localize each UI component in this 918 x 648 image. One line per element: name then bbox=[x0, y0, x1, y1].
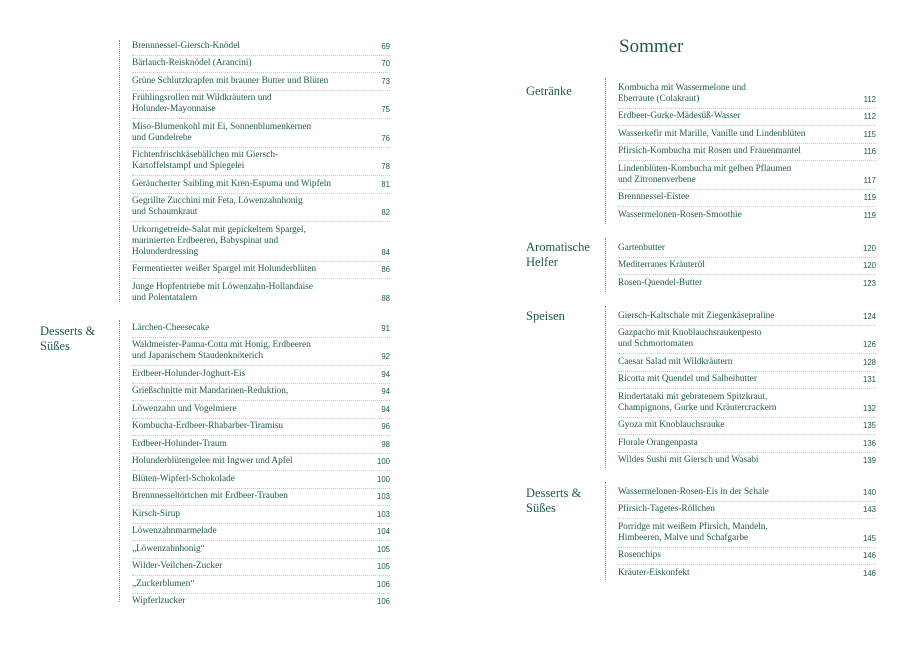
toc-entry-page: 132 bbox=[862, 403, 876, 413]
toc-entry-page: 116 bbox=[863, 147, 876, 156]
toc-entry bbox=[132, 56, 390, 74]
toc-entry-title: Gyoza mit Knoblauchsrauke bbox=[618, 420, 725, 430]
toc-entry bbox=[132, 454, 390, 472]
toc-entry bbox=[132, 366, 390, 384]
toc-entry-page: 81 bbox=[381, 179, 390, 189]
toc-entry bbox=[618, 418, 876, 436]
toc-entry-page: 73 bbox=[381, 76, 390, 86]
section-list-drinks bbox=[618, 80, 876, 224]
toc-entry-page: 100 bbox=[376, 474, 390, 484]
toc-entry-title: Geräucherter Saibling mit Kren-Espuma und Wipfeln bbox=[132, 178, 332, 189]
toc-entry-title: Gegrillte Zucchini mit Feta, Löwenzahnhonig und Schaumkraut bbox=[132, 196, 303, 217]
toc-entry-title: Urkorngetreide-Salat mit gepickeltem Spargel, marinierten Erdbeeren, Babyspinat und Holunderdressing bbox=[132, 224, 306, 257]
left-desserts-label: Desserts & Süßes bbox=[40, 324, 96, 353]
toc-entry-page: 100 bbox=[376, 457, 390, 466]
toc-entry bbox=[618, 190, 876, 208]
section-list-helpers bbox=[618, 240, 876, 292]
toc-entry-page: 123 bbox=[862, 278, 876, 288]
toc-entry-page: 131 bbox=[862, 375, 876, 384]
toc-entry-page: 105 bbox=[376, 562, 390, 571]
toc-entry-title: Rosenchips bbox=[618, 550, 661, 560]
toc-entry-title: Kombucha-Erdbeer-Rhabarber-Tiramisu bbox=[132, 421, 284, 431]
section-label-desserts: Desserts & Süßes bbox=[526, 486, 582, 515]
toc-entry bbox=[618, 275, 876, 292]
toc-entry-page: 140 bbox=[862, 487, 876, 497]
toc-entry-page: 78 bbox=[381, 162, 390, 171]
toc-entry bbox=[132, 471, 390, 489]
toc-entry-page: 69 bbox=[381, 41, 390, 51]
section-divider-helpers bbox=[605, 238, 606, 292]
toc-entry-page: 96 bbox=[381, 422, 390, 431]
toc-entry-title: Fichtenfrischkäsebällchen mit Giersch- Kartoffelstampf und Spiegelei bbox=[132, 150, 279, 171]
toc-entry-page: 112 bbox=[863, 112, 876, 121]
toc-entry-page: 75 bbox=[381, 105, 390, 114]
toc-entry bbox=[132, 384, 390, 402]
toc-entry-page: 82 bbox=[381, 208, 390, 217]
toc-entry-page: 88 bbox=[381, 293, 390, 303]
section-divider-desserts bbox=[605, 482, 606, 580]
toc-entry bbox=[618, 258, 876, 276]
toc-entry bbox=[618, 326, 876, 355]
toc-entry-title: Wassermelonen-Rosen-Smoothie bbox=[618, 209, 742, 220]
toc-entry-title: Florale Orangenpasta bbox=[618, 437, 698, 448]
toc-entry-page: 94 bbox=[381, 404, 390, 414]
toc-entry-title: Giersch-Kaltschale mit Ziegenkäsepraline bbox=[618, 310, 775, 321]
toc-entry bbox=[618, 144, 876, 162]
toc-entry-page: 128 bbox=[862, 357, 876, 367]
toc-entry-page: 92 bbox=[381, 352, 390, 361]
toc-entry bbox=[132, 119, 390, 148]
toc-entry-page: 119 bbox=[863, 210, 876, 220]
toc-entry-title: Kombucha mit Wassermelone und Eberraute (Colakraut) bbox=[618, 82, 746, 104]
toc-entry-title: Erdbeer-Holunder-Traum bbox=[132, 438, 227, 449]
toc-entry bbox=[618, 240, 876, 258]
toc-entry-title: Wassermelonen-Rosen-Eis in der Schale bbox=[618, 486, 769, 497]
toc-entry bbox=[618, 519, 876, 548]
toc-entry bbox=[618, 484, 876, 502]
section-label-helpers: Aromatische Helfer bbox=[526, 240, 590, 269]
toc-entry bbox=[618, 109, 876, 127]
toc-entry-title: Erdbeer-Holunder-Joghurt-Eis bbox=[132, 368, 246, 379]
toc-entry-title: Miso-Blumenkohl mit Ei, Sonnenblumenkernen und Gundelrebe bbox=[132, 121, 312, 143]
toc-entry bbox=[618, 80, 876, 109]
section-divider-dishes bbox=[605, 306, 606, 468]
toc-entry-title: Wilder-Veilchen-Zucker bbox=[132, 561, 223, 571]
toc-entry-title: Bärlauch-Reisknödel (Arancini) bbox=[132, 58, 252, 68]
toc-entry-page: 98 bbox=[381, 439, 390, 449]
toc-entry bbox=[618, 548, 876, 566]
toc-entry bbox=[618, 435, 876, 453]
toc-entry-page: 146 bbox=[862, 568, 876, 578]
toc-entry bbox=[132, 176, 390, 194]
toc-entry-title: Mediterranes Kräuteröl bbox=[618, 260, 705, 270]
left-desserts-list bbox=[132, 320, 390, 610]
left-desserts-divider bbox=[119, 320, 120, 602]
toc-entry-page: 120 bbox=[862, 261, 876, 270]
toc-entry-page: 139 bbox=[862, 456, 876, 465]
toc-entry-title: „Löwenzahnhonig“ bbox=[132, 543, 205, 554]
toc-entry bbox=[132, 194, 390, 223]
toc-entry bbox=[132, 91, 390, 120]
toc-entry bbox=[132, 38, 390, 56]
toc-entry bbox=[618, 308, 876, 326]
toc-entry bbox=[618, 389, 876, 418]
toc-entry bbox=[618, 372, 876, 390]
toc-entry bbox=[132, 506, 390, 524]
toc-entry-page: 76 bbox=[381, 133, 390, 143]
toc-entry bbox=[132, 559, 390, 577]
toc-entry-title: Grüne Schlutzkrapfen mit brauner Butter und Blüten bbox=[132, 75, 329, 86]
toc-entry-page: 94 bbox=[381, 387, 390, 396]
toc-entry-title: Porridge mit weißem Pfirsich, Mandeln, Himbeeren, Malve und Schafgarbe bbox=[618, 521, 768, 543]
toc-entry bbox=[132, 148, 390, 177]
toc-entry-page: 91 bbox=[381, 323, 390, 333]
toc-entry-page: 126 bbox=[862, 340, 876, 349]
toc-entry-page: 70 bbox=[381, 59, 390, 68]
toc-entry bbox=[618, 126, 876, 144]
toc-entry-title: Grießschnitte mit Mandarinen-Reduktion, bbox=[132, 386, 289, 396]
toc-entry bbox=[132, 489, 390, 507]
section-label-dishes: Speisen bbox=[526, 309, 565, 323]
toc-entry-title: „Zuckerblumen“ bbox=[132, 578, 195, 589]
season-title: Sommer bbox=[619, 36, 684, 57]
toc-entry-title: Brennnesseltörtchen mit Erdbeer-Trauben bbox=[132, 491, 288, 501]
toc-entry-title: Löwenzahnmarmelade bbox=[132, 526, 217, 536]
toc-entry-title: Gartenbutter bbox=[618, 242, 665, 253]
toc-entry-title: Lärchen-Cheesecake bbox=[132, 322, 210, 333]
section-list-dishes bbox=[618, 308, 876, 469]
toc-entry-page: 143 bbox=[862, 505, 876, 514]
toc-entry-page: 84 bbox=[381, 247, 390, 257]
toc-entry-page: 124 bbox=[862, 311, 876, 321]
right-page bbox=[459, 0, 918, 648]
left-main-divider bbox=[119, 40, 120, 302]
toc-entry-page: 103 bbox=[376, 509, 390, 519]
toc-entry bbox=[132, 222, 390, 262]
toc-entry-page: 119 bbox=[863, 193, 876, 202]
toc-entry-page: 94 bbox=[381, 369, 390, 379]
toc-entry-page: 117 bbox=[863, 175, 876, 185]
toc-entry-title: Kirsch-Sirup bbox=[132, 508, 181, 519]
toc-entry bbox=[132, 419, 390, 437]
toc-entry bbox=[132, 338, 390, 367]
toc-entry-title: Rosen-Quendel-Butter bbox=[618, 277, 703, 288]
toc-entry-title: Kräuter-Eiskonfekt bbox=[618, 567, 690, 578]
toc-entry-page: 115 bbox=[863, 129, 876, 139]
toc-entry-title: Rindertataki mit gebratenem Spitzkraut, Champignons, Gurke und Kräutercrackern bbox=[618, 391, 777, 413]
toc-entry-title: Löwenzahn und Vogelmiere bbox=[132, 403, 237, 414]
toc-entry-title: Junge Hopfentriebe mit Löwenzahn-Hollandaise und Polentatalern bbox=[132, 281, 313, 303]
toc-entry-title: Blüten-Wipferl-Schokolade bbox=[132, 473, 235, 484]
toc-entry-page: 146 bbox=[862, 551, 876, 560]
toc-entry bbox=[618, 565, 876, 582]
toc-entry-title: Holunderblütengelee mit Ingwer und Apfel bbox=[132, 456, 293, 466]
toc-entry-page: 106 bbox=[376, 597, 390, 606]
toc-entry-title: Fermentierter weißer Spargel mit Holunderblüten bbox=[132, 264, 317, 274]
toc-entry bbox=[132, 320, 390, 338]
toc-entry-page: 103 bbox=[376, 492, 390, 501]
toc-entry-title: Brennnessel-Giersch-Knödel bbox=[132, 40, 240, 51]
section-divider-drinks bbox=[605, 78, 606, 224]
toc-entry-title: Wildes Sushi mit Giersch und Wasabi bbox=[618, 455, 759, 465]
section-list-desserts bbox=[618, 484, 876, 582]
toc-entry bbox=[618, 161, 876, 190]
toc-entry-title: Lindenblüten-Kombucha mit gelben Pflaumen und Zitronenverbene bbox=[618, 163, 792, 185]
toc-entry-title: Caesar Salad mit Wildkräutern bbox=[618, 356, 733, 367]
toc-entry bbox=[132, 262, 390, 280]
toc-entry-page: 112 bbox=[863, 94, 876, 104]
toc-entry bbox=[132, 541, 390, 559]
toc-entry bbox=[618, 207, 876, 224]
toc-entry-title: Gazpacho mit Knoblauchsraukenpesto und Schmortomaten bbox=[618, 328, 762, 349]
left-main-list bbox=[132, 38, 390, 307]
toc-entry-title: Wasserkefir mit Marille, Vanille und Lindenblüten bbox=[618, 128, 806, 139]
toc-entry bbox=[618, 502, 876, 520]
toc-entry-page: 145 bbox=[862, 533, 876, 543]
toc-entry-title: Brennnessel-Eistee bbox=[618, 192, 690, 202]
section-label-drinks: Getränke bbox=[526, 84, 572, 98]
toc-entry bbox=[132, 401, 390, 419]
toc-entry bbox=[132, 279, 390, 307]
toc-entry-page: 136 bbox=[862, 438, 876, 448]
toc-entry bbox=[132, 436, 390, 454]
toc-entry bbox=[132, 73, 390, 91]
toc-entry-title: Frühlingsrollen mit Wildkräutern und Holunder-Mayonnaise bbox=[132, 93, 272, 114]
toc-entry-title: Erdbeer-Gurke-Mädesüß-Wasser bbox=[618, 111, 741, 121]
toc-entry-title: Pfirsich-Kombucha mit Rosen und Frauenmantel bbox=[618, 146, 801, 156]
toc-entry bbox=[132, 576, 390, 594]
toc-entry-page: 104 bbox=[376, 527, 390, 536]
toc-entry-page: 105 bbox=[376, 544, 390, 554]
toc-entry bbox=[132, 594, 390, 611]
toc-entry-page: 106 bbox=[376, 579, 390, 589]
toc-entry-title: Waldmeister-Panna-Cotta mit Honig, Erdbeeren und Japanischem Staudenknöterich bbox=[132, 340, 311, 361]
toc-entry bbox=[618, 354, 876, 372]
toc-entry-page: 86 bbox=[381, 265, 390, 274]
toc-entry-title: Pfirsich-Tagetes-Röllchen bbox=[618, 504, 715, 514]
toc-entry-title: Ricotta mit Quendel und Salbeibutter bbox=[618, 374, 757, 384]
toc-entry-page: 135 bbox=[862, 421, 876, 430]
toc-entry bbox=[132, 524, 390, 542]
toc-entry bbox=[618, 453, 876, 470]
toc-entry-title: Wipferlzucker bbox=[132, 596, 186, 606]
toc-entry-page: 120 bbox=[862, 243, 876, 253]
